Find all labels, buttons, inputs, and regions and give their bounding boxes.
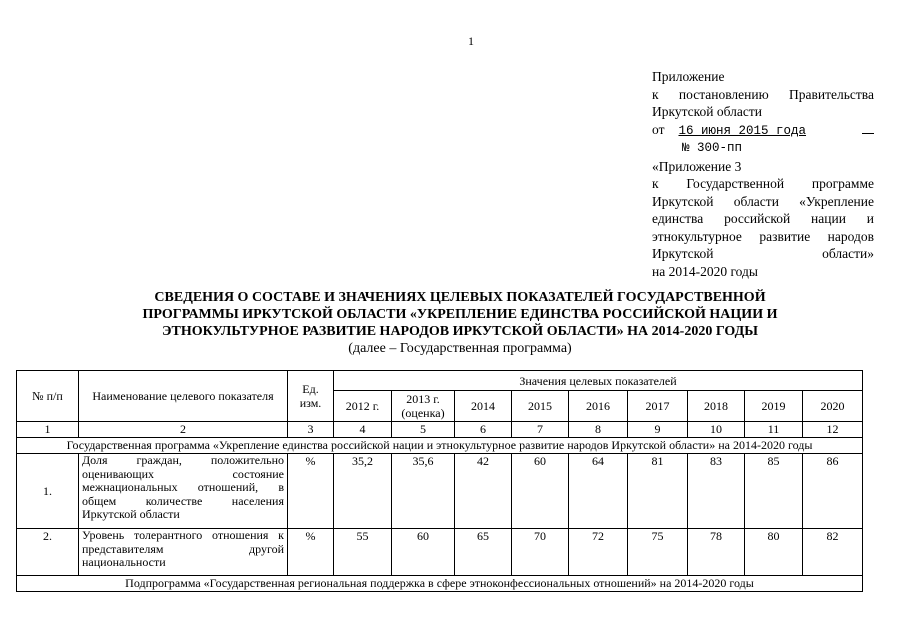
row-value-cell: 81 <box>628 454 688 529</box>
index-cell: 7 <box>512 422 569 438</box>
index-cell: 5 <box>392 422 455 438</box>
table-row <box>17 529 863 576</box>
index-cell: 8 <box>569 422 628 438</box>
row-value-cell: 86 <box>803 454 863 529</box>
header-unit: Ед. изм. <box>288 371 334 422</box>
header-year: 2015 <box>512 391 569 422</box>
appendix-date-row <box>652 121 874 141</box>
index-cell: 12 <box>803 422 863 438</box>
header-name: Наименование целевого показателя <box>79 371 288 422</box>
appendix-date-blank <box>862 121 874 134</box>
table-subprogram-row <box>17 576 863 592</box>
indicators-table <box>16 370 863 592</box>
appendix-line: «Приложение 3 <box>652 158 742 174</box>
appendix-date: 16 июня 2015 года <box>678 123 807 138</box>
index-cell: 4 <box>334 422 392 438</box>
row-name-cell: Доля граждан, положительно оценивающих состояние межнациональных отношений, в общем количестве населения Иркутской области <box>79 454 288 529</box>
table-program-row <box>17 438 863 454</box>
header-year: 2019 <box>745 391 803 422</box>
row-unit-cell: % <box>288 529 334 576</box>
table-header-row <box>17 371 863 391</box>
row-value-cell: 80 <box>745 529 803 576</box>
appendix-line: единства российской нации и <box>652 211 874 226</box>
row-value-cell: 65 <box>455 529 512 576</box>
document-title-line: ЭТНОКУЛЬТУРНОЕ РАЗВИТИЕ НАРОДОВ ИРКУТСКОЙ ОБЛАСТИ» НА 2014-2020 ГОДЫ <box>162 324 758 339</box>
row-value-cell: 35,6 <box>392 454 455 529</box>
header-num: № п/п <box>17 371 79 422</box>
index-cell: 9 <box>628 422 688 438</box>
row-unit-cell: % <box>288 454 334 529</box>
document-subtitle: (далее – Государственная программа) <box>348 341 572 356</box>
appendix-line: Иркутской области <box>652 104 763 119</box>
appendix-line: этнокультурное развитие народов <box>652 228 874 244</box>
row-value-cell: 85 <box>745 454 803 529</box>
row-value-cell: 82 <box>803 529 863 576</box>
index-cell: 1 <box>17 422 79 438</box>
row-value-cell: 75 <box>628 529 688 576</box>
row-value-cell: 60 <box>512 454 569 529</box>
document-title-line: СВЕДЕНИЯ О СОСТАВЕ И ЗНАЧЕНИЯХ ЦЕЛЕВЫХ ПОКАЗАТЕЛЕЙ ГОСУДАРСТВЕННОЙ <box>154 290 766 305</box>
header-year: 2016 <box>569 391 628 422</box>
header-values-group: Значения целевых показателей <box>334 371 863 391</box>
appendix-date-prefix: от <box>652 121 665 137</box>
subprogram-name-cell: Подпрограмма «Государственная региональная поддержка в сфере этноконфессиональных отношений» на 2014-2020 годы <box>17 576 863 592</box>
appendix-line: к Государственной программе <box>652 176 874 191</box>
appendix-number: № 300-пп <box>682 141 743 155</box>
header-year: 2017 <box>628 391 688 422</box>
program-name-cell: Государственная программа «Укрепление единства российской нации и этнокультурное развитие народов Иркутской области» на 2014-2020 годы <box>17 438 863 454</box>
row-num-cell: 2. <box>17 529 79 576</box>
appendix-line: Приложение <box>652 69 725 84</box>
table-row <box>17 454 863 529</box>
row-num-cell: 1. <box>17 454 79 529</box>
appendix-line: к постановлению Правительства <box>652 86 874 102</box>
header-year: 2014 <box>455 391 512 422</box>
row-value-cell: 83 <box>688 454 745 529</box>
header-year: 2018 <box>688 391 745 422</box>
index-cell: 6 <box>455 422 512 438</box>
page-number: 1 <box>468 34 474 48</box>
row-value-cell: 55 <box>334 529 392 576</box>
document-title-line: ПРОГРАММЫ ИРКУТСКОЙ ОБЛАСТИ «УКРЕПЛЕНИЕ ЕДИНСТВА РОССИЙСКОЙ НАЦИИ И <box>142 307 778 322</box>
header-year: 2012 г. <box>334 391 392 422</box>
header-year: 2020 <box>803 391 863 422</box>
appendix-header <box>652 68 874 280</box>
table-index-row <box>17 422 863 438</box>
row-name-cell: Уровень толерантного отношения к представителям другой национальности <box>79 529 288 576</box>
row-value-cell: 42 <box>455 454 512 529</box>
row-value-cell: 60 <box>392 529 455 576</box>
row-value-cell: 72 <box>569 529 628 576</box>
row-value-cell: 64 <box>569 454 628 529</box>
header-year: 2013 г. (оценка) <box>392 391 455 422</box>
index-cell: 11 <box>745 422 803 438</box>
appendix-line: Иркутской области «Укрепление <box>652 193 874 209</box>
index-cell: 3 <box>288 422 334 438</box>
row-value-cell: 78 <box>688 529 745 576</box>
index-cell: 10 <box>688 422 745 438</box>
document-title-block <box>60 289 860 357</box>
index-cell: 2 <box>79 422 288 438</box>
row-value-cell: 70 <box>512 529 569 576</box>
appendix-line: Иркутской области» <box>652 246 874 261</box>
appendix-line: на 2014-2020 годы <box>652 263 758 279</box>
row-value-cell: 35,2 <box>334 454 392 529</box>
